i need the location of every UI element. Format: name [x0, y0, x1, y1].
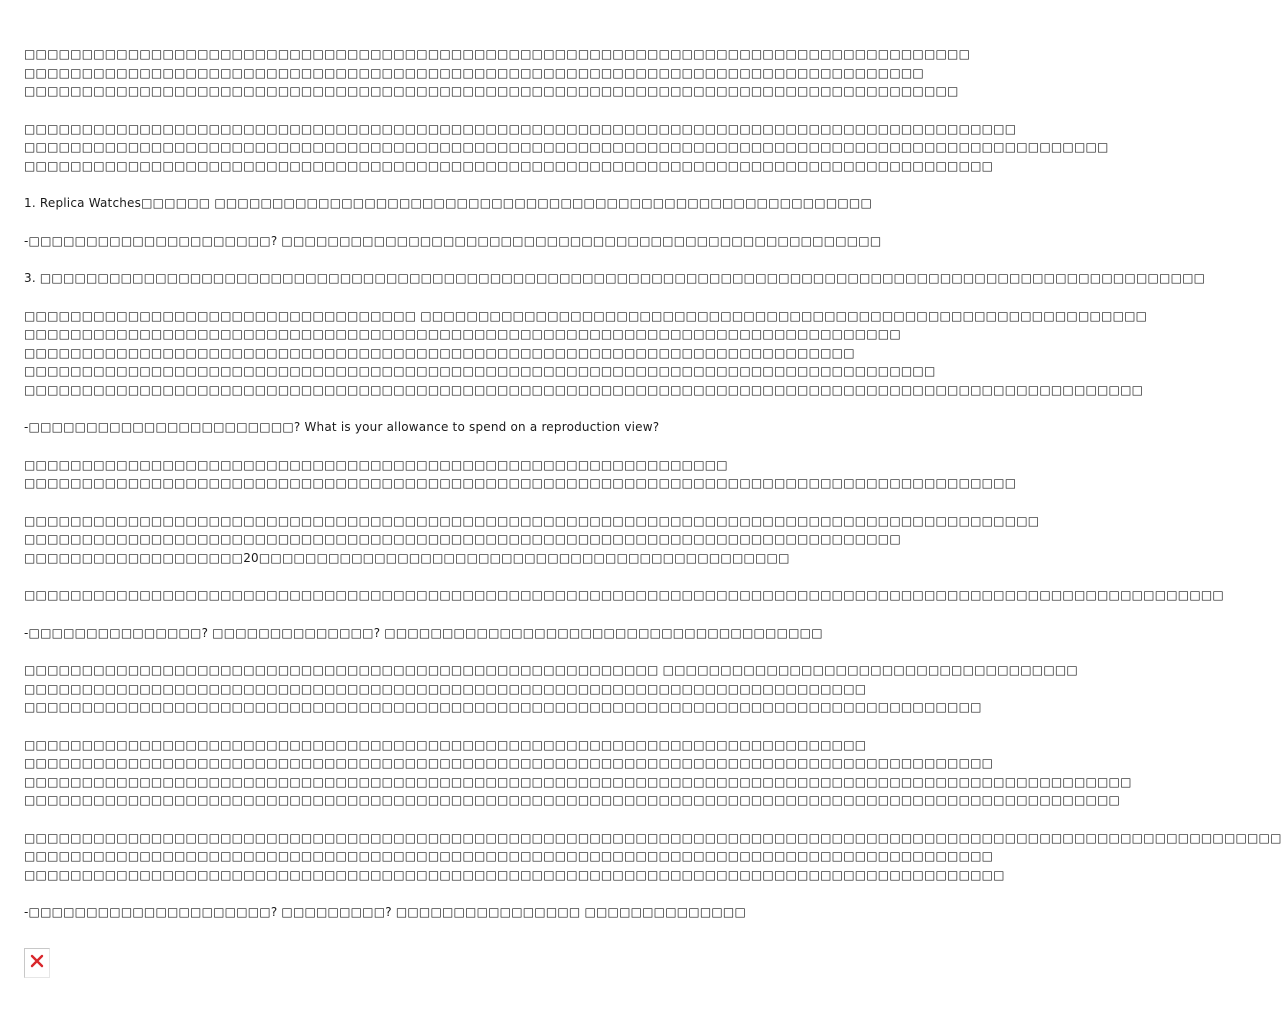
- paragraph: [24, 829, 1282, 885]
- text-line: □□□□□□□□□□□□□□□□□□□□□□□□□□□□□□□□□□□□□□□□□□□□□□□□□□□□□□□□□□□□□□□□□□□□□□□□□□□□: [24, 327, 901, 341]
- text-line: □□□□□□□□□□□□□□□□□□□□□□□□□□□□□□□□□□□□□□□□□□□□□□□□□□□□□□□□□□□□□□□□□□□□□□□□□□□□□□□□□□□□: [24, 849, 994, 863]
- text-line: □□□□□□□□□□□□□□□□□□□□□□□□□□□□□□□□□□□□□□□□□□□□□□□□□□□□□□□□□□□□□□□□□□□□□□□□□□□□□□□□□□□□□□□□□□□□□□□□□□□□□□□□□□□□□: [24, 830, 1282, 845]
- paragraph: [24, 736, 1132, 810]
- text-line: □□□□□□□□□□□□□□□□□□□□□□□□□□□□□□□□□□□□□□□□□□□□□□□□□□□□□□□□□□□□□□□□□□□□□□□□□□□□: [24, 532, 901, 546]
- text-line: □□□□□□□□□□□□□□□□□□□□□□□□□□□□□□□□□□□□□□□□□□□□□□□□□□□□□□□□□□□□□□□□□□□□□□□□□□□□□□□□□□: [24, 47, 971, 61]
- paragraph: [24, 512, 1040, 568]
- text-line: -□□□□□□□□□□□□□□□□□□□□□? □□□□□□□□□□□□□□□□□□□□□□□□□□□□□□□□□□□□□□□□□□□□□□□□□□□□: [24, 233, 882, 248]
- paragraph: [24, 661, 1078, 717]
- paragraph: [24, 456, 1017, 493]
- text-line: □□□□□□□□□□□□□□□□□□□□□□□□□□□□□□□□□□□□□□□□□□□□□□□□□□□□□□□□□□□□□□□□□□□□□□□□□□□□□□□□□□□□□□□□□□□□□□□: [24, 793, 1121, 807]
- text-line: □□□□□□□□□□□□□□□□□□□□□□□□□□□□□□□□□□□□□□□□□□□□□□□□□□□□□□□□□□□□□□□□□□□□□□□□□□□□□□□□□□□: [24, 700, 982, 714]
- broken-image-placeholder: [24, 948, 50, 978]
- text-line: □□□□□□□□□□□□□□□□□□□□□□□□□□□□□□□□□□□□□□□□□□□□□□□□□□□□□□□□□□□□□□□□□□□□□□□□□□□□□□□□□□□□□□□□□□□□□□□□□: [24, 382, 1144, 397]
- question-heading: [24, 903, 746, 922]
- article-body: [24, 45, 1282, 941]
- paragraph: [24, 586, 1224, 605]
- text-line: □□□□□□□□□□□□□□□□□□□□□□□□□□□□□□□□□□□□□□□□□□□□□□□□□□□□□□□□□□□□□□□□□□□□□□□□□□□□□□□□□□□□□: [24, 867, 1005, 882]
- text-line: □□□□□□□□□□□□□□□□□□□□□□□□□□□□□□□□□□□□□□□□□□□□□□□□□□□□□□□□□□□□□□□□□□□□□□□□□□□□□□□□□□□□: [24, 158, 994, 173]
- text-line: □□□□□□□□□□□□□□□□□□□□□□□□□□□□□□□□□□ □□□□□□□□□□□□□□□□□□□□□□□□□□□□□□□□□□□□□□□□□□□□□□□□□□□□□□□□□□□□□□□: [24, 308, 1148, 323]
- text-line: □□□□□□□□□□□□□□□□□□□□□□□□□□□□□□□□□□□□□□□□□□□□□□□□□□□□□□□□□□□□□□□□□□□□□□□□□□□□□□: [24, 65, 924, 80]
- question-heading: [24, 418, 714, 437]
- text-line: □□□□□□□□□□□□□□□□□□□□□□□□□□□□□□□□□□□□□□□□□□□□□□□□□□□□□□□□□□□□□□□□□□□□□□□□□□□□□□□□□□□□: [24, 756, 994, 770]
- numbered-item: [24, 269, 1206, 288]
- text-line: □□□□□□□□□□□□□□□□□□□□□□□□□□□□□□□□□□□□□□□□□□□□□□□□□□□□□□□□□□□□□□□□□□□□□□□□□□□□□□□□□□□□□□: [24, 476, 1017, 490]
- text-line: □□□□□□□□□□□□□□□□□□□□□□□□□□□□□□□□□□□□□□□□□□□□□□□□□□□□□□□□□□□□□: [24, 457, 728, 472]
- text-line: 1. Replica Watches□□□□□□ □□□□□□□□□□□□□□□□□□□□□□□□□□□□□□□□□□□□□□□□□□□□□□□□□□□□□□□□□: [24, 196, 872, 210]
- text-line: □□□□□□□□□□□□□□□□□□□□□□□□□□□□□□□□□□□□□□□□□□□□□□□□□□□□□□□□□□□□□□□□□□□□□□□□□□□□□□□□□□□□□□□□□□□□□□: [24, 140, 1109, 154]
- text-line: □□□□□□□□□□□□□□□□□□□□□□□□□□□□□□□□□□□□□□□□□□□□□□□□□□□□□□□□□□□□□□□□□□□□□□□□□□□□□□□□□□□□□□: [24, 121, 1017, 136]
- text-line: □□□□□□□□□□□□□□□□□□□□□□□□□□□□□□□□□□□□□□□□□□□□□□□□□□□□□□□□□□□□□□□□□□□□□□□□: [24, 345, 855, 360]
- text-line: □□□□□□□□□□□□□□□□□□□□□□□□□□□□□□□□□□□□□□□□□□□□□□□□□□□□□□□□□□□□□□□□□□□□□□□□□□□□□□□□□: [24, 84, 959, 98]
- text-line: □□□□□□□□□□□□□□□□□□□□□□□□□□□□□□□□□□□□□□□□□□□□□□□□□□□□□□□□□□□□□□□□□□□□□□□□□□□□□□□□□□□□□□□□□□□□□□□□□□□□□□□□: [24, 588, 1224, 602]
- text-line: □□□□□□□□□□□□□□□□□□□20□□□□□□□□□□□□□□□□□□□□□□□□□□□□□□□□□□□□□□□□□□□□□□: [24, 550, 790, 565]
- text-line: □□□□□□□□□□□□□□□□□□□□□□□□□□□□□□□□□□□□□□□□□□□□□□□□□□□□□□□□□□□□□□□□□□□□□□□□□□□□□□□□□□□□□□□□: [24, 513, 1040, 528]
- numbered-item: [24, 194, 872, 213]
- text-line: □□□□□□□□□□□□□□□□□□□□□□□□□□□□□□□□□□□□□□□□□□□□□□□□□□□□□□□□□□□□□□□□□□□□□□□□□□□□□□□: [24, 364, 936, 378]
- paragraph: [24, 120, 1109, 176]
- text-line: -□□□□□□□□□□□□□□□□□□□□□? □□□□□□□□□? □□□□□□□□□□□□□□□□ □□□□□□□□□□□□□□: [24, 905, 746, 919]
- text-line: □□□□□□□□□□□□□□□□□□□□□□□□□□□□□□□□□□□□□□□□□□□□□□□□□□□□□□□□□□□□□□□□□□□□□□□□□□□□□□□□□□□□□□□□□□□□□□□□: [24, 774, 1132, 789]
- question-heading: [24, 232, 882, 251]
- broken-image-icon: [29, 953, 45, 969]
- text-line: □□□□□□□□□□□□□□□□□□□□□□□□□□□□□□□□□□□□□□□□□□□□□□□□□□□□□□□□□□□□□□□□□□□□□□□□□: [24, 737, 867, 752]
- text-line: -□□□□□□□□□□□□□□□□□□□□□□□? What is your allowance to spend on a reproduction view?: [24, 420, 660, 434]
- question-heading: [24, 624, 823, 643]
- paragraph: [24, 45, 971, 101]
- paragraph: [24, 307, 1148, 400]
- text-line: □□□□□□□□□□□□□□□□□□□□□□□□□□□□□□□□□□□□□□□□□□□□□□□□□□□□□□□ □□□□□□□□□□□□□□□□□□□□□□□□□□□□□□□□□□□□: [24, 663, 1078, 677]
- text-line: □□□□□□□□□□□□□□□□□□□□□□□□□□□□□□□□□□□□□□□□□□□□□□□□□□□□□□□□□□□□□□□□□□□□□□□□□: [24, 681, 867, 696]
- text-line: -□□□□□□□□□□□□□□□? □□□□□□□□□□□□□□? □□□□□□□□□□□□□□□□□□□□□□□□□□□□□□□□□□□□□□: [24, 625, 823, 640]
- text-line: 3. □□□□□□□□□□□□□□□□□□□□□□□□□□□□□□□□□□□□□□□□□□□□□□□□□□□□□□□□□□□□□□□□□□□□□□□□□□□□□□□□□□□□□□□□□□□□□□□□□□□□□: [24, 271, 1206, 285]
